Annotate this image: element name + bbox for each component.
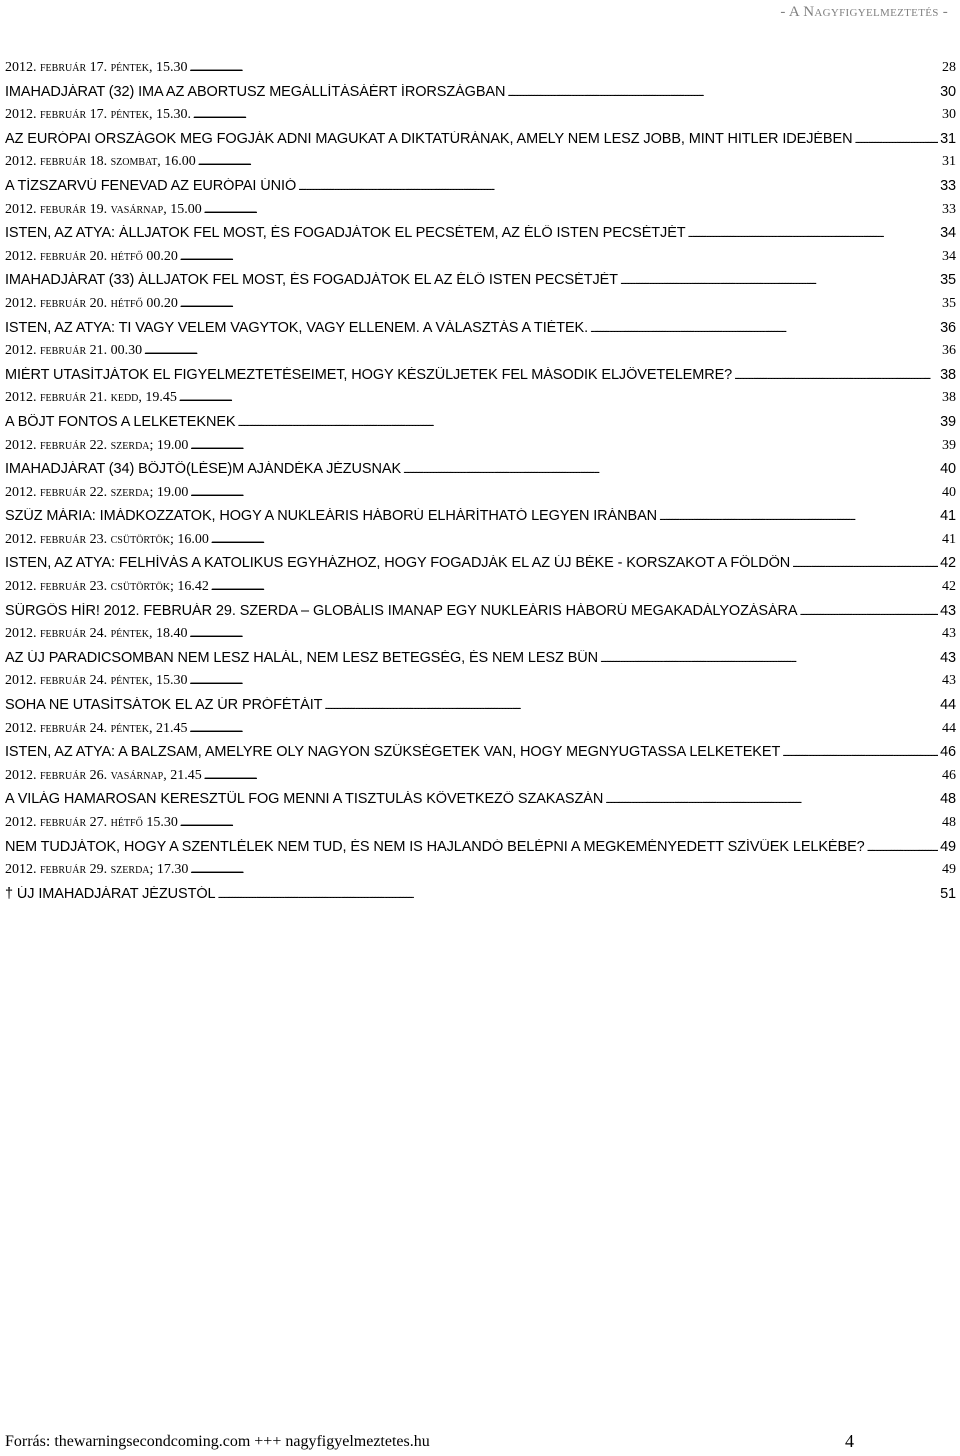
toc-entry-page: 42: [942, 579, 956, 595]
toc-entry-date[interactable]: [5, 296, 956, 320]
toc-entry-title[interactable]: [5, 272, 956, 296]
dot-leader: [854, 131, 938, 147]
dot-leader: [782, 744, 938, 760]
dot-leader: [190, 862, 940, 878]
dot-leader: [189, 721, 940, 737]
toc-entry-page: 49: [942, 862, 956, 878]
toc-entry-page: 46: [940, 744, 956, 761]
toc-entry-page: 51: [940, 885, 956, 902]
toc-entry-date[interactable]: [5, 107, 956, 131]
toc-entry-title[interactable]: [5, 603, 956, 627]
dot-leader: [217, 886, 938, 902]
dot-leader: [620, 272, 938, 288]
toc-entry-page: 30: [940, 83, 956, 100]
toc-entry-label: 2012. február 22. szerda; 19.00: [5, 437, 189, 453]
toc-entry-label: SÜRGŐS HÍR! 2012. FEBRUÁR 29. SZERDA – GLOBÁLIS IMANAP EGY NUKLEÁRIS HÁBORÚ MEGAKADÁLYOZÁSÁRA: [5, 602, 798, 619]
toc-entry-title[interactable]: [5, 367, 956, 391]
dot-leader: [734, 367, 938, 383]
toc-entry-label: 2012. február 26. vasárnap, 21.45: [5, 767, 202, 783]
dot-leader: [189, 673, 940, 689]
toc-entry-date[interactable]: [5, 202, 956, 226]
dot-leader: [179, 390, 940, 406]
toc-entry-page: 35: [940, 272, 956, 289]
toc-entry-label: 2012. február 21. 00.30: [5, 343, 143, 359]
dot-leader: [180, 815, 940, 831]
toc-entry-date[interactable]: [5, 815, 956, 839]
toc-entry-label: MIÉRT UTASÍTJÁTOK EL FIGYELMEZTETÉSEIMET, HOGY KÉSZÜLJETEK FEL MÁSODIK ELJÖVETELEMRE?: [5, 366, 733, 383]
toc-entry-label: AZ ÚJ PARADICSOMBAN NEM LESZ HALÁL, NEM LESZ BETEGSÉG, ÉS NEM LESZ BŰN: [5, 649, 599, 666]
toc-entry-page: 44: [942, 720, 956, 736]
toc-entry-label: 2012. február 20. hétfő 00.20: [5, 248, 178, 264]
toc-entry-label: 2012. február 23. csütörtök; 16.00: [5, 531, 209, 547]
toc-entry-label: A BÖJT FONTOS A LELKETEKNEK: [5, 413, 236, 430]
toc-entry-page: 31: [940, 130, 956, 147]
toc-entry-date[interactable]: [5, 249, 956, 273]
toc-entry-page: 28: [942, 60, 956, 75]
toc-entry-title[interactable]: [5, 414, 956, 438]
dot-leader: [198, 154, 940, 170]
dot-leader: [204, 202, 940, 218]
toc-entry-title[interactable]: [5, 697, 956, 721]
toc-entry-page: 43: [942, 626, 956, 642]
toc-entry-page: 39: [942, 437, 956, 453]
dot-leader: [211, 579, 940, 595]
toc-entry-label: 2012. február 23. csütörtök; 16.42: [5, 579, 209, 595]
toc-entry-label: 2012. február 22. szerda; 19.00: [5, 484, 189, 500]
toc-entry-label: † ÚJ IMAHADJÁRAT JÉZUSTÓL: [5, 885, 216, 902]
dot-leader: [799, 603, 938, 619]
toc-entry-label: 2012. február 24. péntek, 18.40: [5, 626, 188, 642]
toc-entry-date[interactable]: [5, 343, 956, 367]
toc-entry-label: AZ EURÓPAI ORSZÁGOK MEG FOGJÁK ADNI MAGUKAT A DIKTATÚRÁNAK, AMELY NEM LESZ JOBB, MINT HITLER IDEJÉBEN: [5, 130, 853, 147]
dot-leader: [605, 791, 938, 807]
toc-entry-label: IMAHADJÁRAT (32) IMA AZ ABORTUSZ MEGÁLLÍTÁSÁÉRT ÍRORSZÁGBAN: [5, 83, 506, 100]
toc-entry-label: 2012. február 24. péntek, 21.45: [5, 720, 188, 736]
toc-entry-page: 43: [940, 602, 956, 619]
toc-entry-date[interactable]: [5, 154, 956, 178]
toc-entry-title[interactable]: [5, 131, 956, 155]
toc-entry-page: 34: [940, 225, 956, 242]
toc-entry-label: ISTEN, AZ ATYA: A BALZSAM, AMELYRE OLY NAGYON SZÜKSÉGETEK VAN, HOGY MEGNYUGTASSA LELKETEKET: [5, 744, 781, 761]
table-of-contents: [5, 60, 956, 909]
dot-leader: [193, 107, 940, 123]
toc-entry-title[interactable]: [5, 320, 956, 344]
toc-entry-page: 35: [942, 295, 956, 311]
dot-leader: [190, 438, 940, 454]
toc-entry-page: 33: [942, 201, 956, 217]
toc-entry-page: 41: [942, 531, 956, 547]
toc-entry-date[interactable]: [5, 485, 956, 509]
toc-entry-date[interactable]: [5, 438, 956, 462]
toc-entry-label: A VILÁG HAMAROSAN KERESZTÜL FOG MENNI A TISZTULÁS KÖVETKEZŐ SZAKASZÁN: [5, 791, 604, 808]
toc-entry-title[interactable]: [5, 744, 956, 768]
toc-entry-page: 33: [940, 177, 956, 194]
toc-entry-title[interactable]: [5, 650, 956, 674]
dot-leader: [298, 178, 938, 194]
toc-entry-label: NEM TUDJÁTOK, HOGY A SZENTLÉLEK NEM TUD, ÉS NEM IS HAJLANDÓ BELÉPNI A MEGKEMÉNYEDETT SZÍVŰEK LELKÉBE?: [5, 838, 865, 855]
toc-entry-page: 38: [942, 390, 956, 406]
toc-entry-title[interactable]: [5, 225, 956, 249]
toc-entry-page: 30: [942, 107, 956, 123]
dot-leader: [600, 650, 938, 666]
toc-entry-page: 43: [942, 673, 956, 689]
toc-entry-label: 2012. feburár 19. vasárnap, 15.00: [5, 201, 202, 217]
dot-leader: [867, 839, 938, 855]
toc-entry-date[interactable]: [5, 579, 956, 603]
toc-entry-title[interactable]: [5, 555, 956, 579]
dot-leader: [507, 84, 938, 100]
toc-entry-page: 34: [942, 248, 956, 264]
toc-entry-label: 2012. február 20. hétfő 00.20: [5, 295, 178, 311]
toc-entry-label: 2012. február 18. szombat, 16.00: [5, 154, 196, 170]
toc-entry-label: ISTEN, AZ ATYA: ÁLLJATOK FEL MOST, ÉS FOGADJÁTOK EL PECSÉTEM, AZ ÉLŐ ISTEN PECSÉTJÉT: [5, 225, 686, 242]
dot-leader: [189, 626, 940, 642]
toc-entry-title[interactable]: [5, 178, 956, 202]
toc-entry-page: 36: [940, 319, 956, 336]
dot-leader: [211, 532, 940, 548]
toc-entry-label: SZŰZ MÁRIA: IMÁDKOZZATOK, HOGY A NUKLEÁRIS HÁBORÚ ELHÁRÍTHATÓ LEGYEN IRÁNBAN: [5, 508, 658, 525]
dot-leader: [190, 485, 940, 501]
toc-entry-page: 43: [940, 649, 956, 666]
toc-entry-date[interactable]: [5, 862, 956, 886]
toc-entry-label: SOHA NE UTASÍTSÁTOK EL AZ ÚR PRÓFÉTÁIT: [5, 697, 323, 714]
toc-entry-page: 39: [940, 413, 956, 430]
toc-entry-label: 2012. február 24. péntek, 15.30: [5, 673, 188, 689]
dot-leader: [204, 768, 940, 784]
dot-leader: [144, 343, 940, 359]
dot-leader: [180, 249, 940, 265]
toc-entry-date[interactable]: [5, 390, 956, 414]
toc-entry-label: 2012. február 17. péntek, 15.30: [5, 60, 188, 75]
dot-leader: [590, 320, 938, 336]
dot-leader: [180, 296, 940, 312]
toc-entry-page: 42: [940, 555, 956, 572]
toc-entry-title[interactable]: [5, 508, 956, 532]
toc-entry-page: 49: [940, 838, 956, 855]
toc-entry-page: 48: [942, 815, 956, 830]
toc-entry-label: A TÍZSZARVÚ FENEVAD AZ EURÓPAI ÚNIÓ: [5, 177, 297, 194]
toc-entry-date[interactable]: [5, 673, 956, 697]
toc-entry-date[interactable]: [5, 532, 956, 556]
dot-leader: [659, 508, 938, 524]
toc-entry-title[interactable]: [5, 791, 956, 815]
toc-entry-label: IMAHADJÁRAT (33) ÁLLJATOK FEL MOST, ÉS FOGADJÁTOK EL AZ ÉLŐ ISTEN PECSÉTJÉT: [5, 272, 618, 289]
toc-entry-date[interactable]: [5, 626, 956, 650]
toc-entry-page: 38: [940, 366, 956, 383]
toc-entry-page: 41: [940, 508, 956, 525]
toc-entry-title[interactable]: [5, 84, 956, 108]
toc-entry-label: 2012. február 17. péntek, 15.30.: [5, 107, 191, 123]
toc-entry-date[interactable]: [5, 60, 956, 84]
toc-entry-page: 36: [942, 343, 956, 359]
dot-leader: [189, 60, 940, 76]
toc-entry-date[interactable]: [5, 721, 956, 745]
toc-entry-page: 46: [942, 767, 956, 783]
toc-entry-page: 48: [940, 791, 956, 808]
toc-entry-title[interactable]: [5, 886, 956, 910]
footer-source: Forrás: thewarningsecondcoming.com +++ nagyfigyelmeztetes.hu: [5, 1433, 430, 1450]
toc-entry-page: 40: [940, 461, 956, 478]
toc-entry-title[interactable]: [5, 839, 956, 863]
page-number: 4: [845, 1431, 854, 1451]
dot-leader: [792, 555, 938, 571]
toc-entry-title[interactable]: [5, 461, 956, 485]
dot-leader: [324, 697, 938, 713]
toc-entry-page: 40: [942, 484, 956, 500]
dot-leader: [688, 225, 939, 241]
toc-entry-label: ISTEN, AZ ATYA: TI VAGY VELEM VAGYTOK, VAGY ELLENEM. A VÁLASZTÁS A TIÉTEK.: [5, 319, 589, 336]
toc-entry-label: ISTEN, AZ ATYA: FELHÍVÁS A KATOLIKUS EGYHÁZHOZ, HOGY FOGADJÁK EL AZ ÚJ BÉKE - KORSZAKOT A FÖLDÖN: [5, 555, 791, 572]
toc-entry-page: 31: [942, 154, 956, 170]
dot-leader: [403, 461, 938, 477]
toc-entry-label: IMAHADJÁRAT (34) BÖJTÖ(LÉSE)M AJÁNDÉKA JÉZUSNAK: [5, 461, 402, 478]
toc-entry-date[interactable]: [5, 768, 956, 792]
toc-entry-page: 44: [940, 697, 956, 714]
toc-entry-label: 2012. február 27. hétfő 15.30: [5, 815, 178, 830]
toc-entry-label: 2012. február 29. szerda; 17.30: [5, 862, 189, 878]
dot-leader: [237, 414, 938, 430]
toc-entry-label: 2012. február 21. kedd, 19.45: [5, 390, 177, 406]
running-header: - A Nagyfigyelmeztetés -: [780, 4, 948, 20]
